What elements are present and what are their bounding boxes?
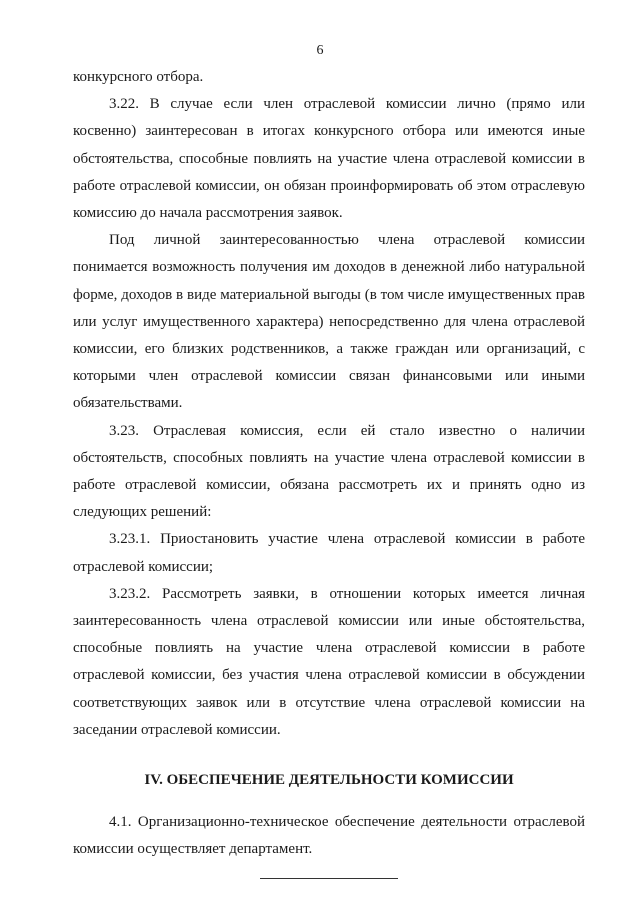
paragraph-4-1: 4.1. Организационно-техническое обеспечение деятельности отраслевой комиссии осуществляет департамент. bbox=[73, 814, 585, 858]
paragraph-3-22: 3.22. В случае если член отраслевой комиссии лично (прямо или косвенно) заинтересован в итогах конкурсного отбора или имеются иные обстоятельства, способные повлиять на участие члена отраслевой комиссии в работе отраслевой комиссии, он обязан проинформировать об этом отраслевую комиссию до начала рассмотрения заявок. bbox=[73, 96, 585, 222]
paragraph-personal-interest-definition: Под личной заинтересованностью члена отраслевой комиссии понимается возможность получения им доходов в денежной либо натуральной форме, доходов в виде материальной выгоды (в том числе имущественных прав или услуг имущественного характера) непосредственно для члена отраслевой комиссии, его близких родственников, а также граждан или организаций, с которыми член отраслевой комиссии связан финансовыми или иными обязательствами. bbox=[73, 232, 585, 412]
document-body bbox=[73, 64, 585, 879]
paragraph-3-23-1: 3.23.1. Приостановить участие члена отраслевой комиссии в работе отраслевой комиссии; bbox=[73, 531, 585, 575]
paragraph-continuation: конкурсного отбора. bbox=[73, 69, 204, 85]
paragraph-3-23-2: 3.23.2. Рассмотреть заявки, в отношении которых имеется личная заинтересованность члена отраслевой комиссии или иные обстоятельства, способные повлиять на участие члена отраслевой комиссии в работе отраслевой комиссии, без участия члена отраслевой комиссии в обсуждении соответствующих заявок или в отсутствие члена отраслевой комиссии на заседании отраслевой комиссии. bbox=[73, 585, 585, 738]
end-of-text-rule bbox=[260, 878, 398, 879]
paragraph-3-23: 3.23. Отраслевая комиссия, если ей стало известно о наличии обстоятельств, способных повлиять на участие члена отраслевой комиссии в работе отраслевой комиссии, обязана рассмотреть их и принять одно из следующих решений: bbox=[73, 422, 585, 521]
section-heading: IV. ОБЕСПЕЧЕНИЕ ДЕЯТЕЛЬНОСТИ КОМИССИИ bbox=[144, 772, 514, 789]
page-number: 6 bbox=[316, 43, 324, 58]
